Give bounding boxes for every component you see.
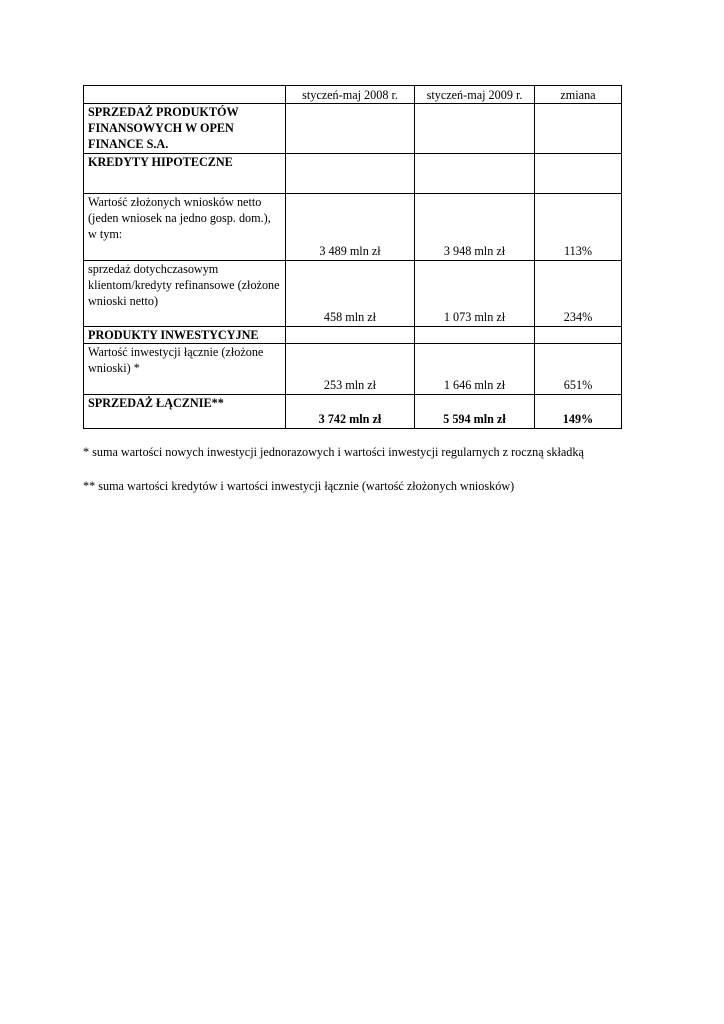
- header-cell-empty: [84, 86, 286, 104]
- value-2008: [286, 154, 415, 194]
- table-row: [84, 261, 622, 327]
- value-change: [535, 104, 622, 154]
- value-change: [535, 327, 622, 344]
- table-header-row: [84, 86, 622, 104]
- table-row: [84, 104, 622, 154]
- value-2008: [286, 104, 415, 154]
- table-row: [84, 344, 622, 395]
- value-change: 651%: [535, 344, 622, 395]
- row-label-investments-total: Wartość inwestycji łącznie (złożone wnioski) *: [84, 344, 286, 395]
- header-cell-change: zmiana: [535, 86, 622, 104]
- value-2009: [415, 104, 535, 154]
- table-row: [84, 194, 622, 261]
- row-label-mortgages: KREDYTY HIPOTECZNE: [84, 154, 286, 194]
- footnote-investments: * suma wartości nowych inwestycji jednorazowych i wartości inwestycji regularnych z roczną składką: [83, 445, 584, 459]
- footnote-total: ** suma wartości kredytów i wartości inwestycji łącznie (wartość złożonych wniosków): [83, 479, 515, 493]
- sales-table: [83, 85, 622, 429]
- row-label-investment-products: PRODUKTY INWESTYCYJNE: [84, 327, 286, 344]
- value-2009: [415, 327, 535, 344]
- header-cell-2009: styczeń-maj 2009 r.: [415, 86, 535, 104]
- row-label-existing-clients: sprzedaż dotychczasowym klientom/kredyty refinansowe (złożone wnioski netto): [84, 261, 286, 327]
- value-2008: 3 489 mln zł: [286, 194, 415, 261]
- value-change: 149%: [535, 395, 622, 429]
- value-change: 234%: [535, 261, 622, 327]
- value-2008: 253 mln zł: [286, 344, 415, 395]
- value-2008: [286, 327, 415, 344]
- value-2009: 3 948 mln zł: [415, 194, 535, 261]
- row-label-section-title: SPRZEDAŻ PRODUKTÓW FINANSOWYCH W OPEN FINANCE S.A.: [84, 104, 286, 154]
- value-2009: [415, 154, 535, 194]
- value-2008: 458 mln zł: [286, 261, 415, 327]
- value-change: [535, 154, 622, 194]
- value-2009: 5 594 mln zł: [415, 395, 535, 429]
- table-row-total: [84, 395, 622, 429]
- header-cell-2008: styczeń-maj 2008 r.: [286, 86, 415, 104]
- table-row: [84, 327, 622, 344]
- value-2009: 1 073 mln zł: [415, 261, 535, 327]
- value-2009: 1 646 mln zł: [415, 344, 535, 395]
- table-row: [84, 154, 622, 194]
- row-label-total-sales: SPRZEDAŻ ŁĄCZNIE**: [84, 395, 286, 429]
- value-change: 113%: [535, 194, 622, 261]
- row-label-applications-value: Wartość złożonych wniosków netto (jeden wniosek na jedno gosp. dom.), w tym:: [84, 194, 286, 261]
- value-2008: 3 742 mln zł: [286, 395, 415, 429]
